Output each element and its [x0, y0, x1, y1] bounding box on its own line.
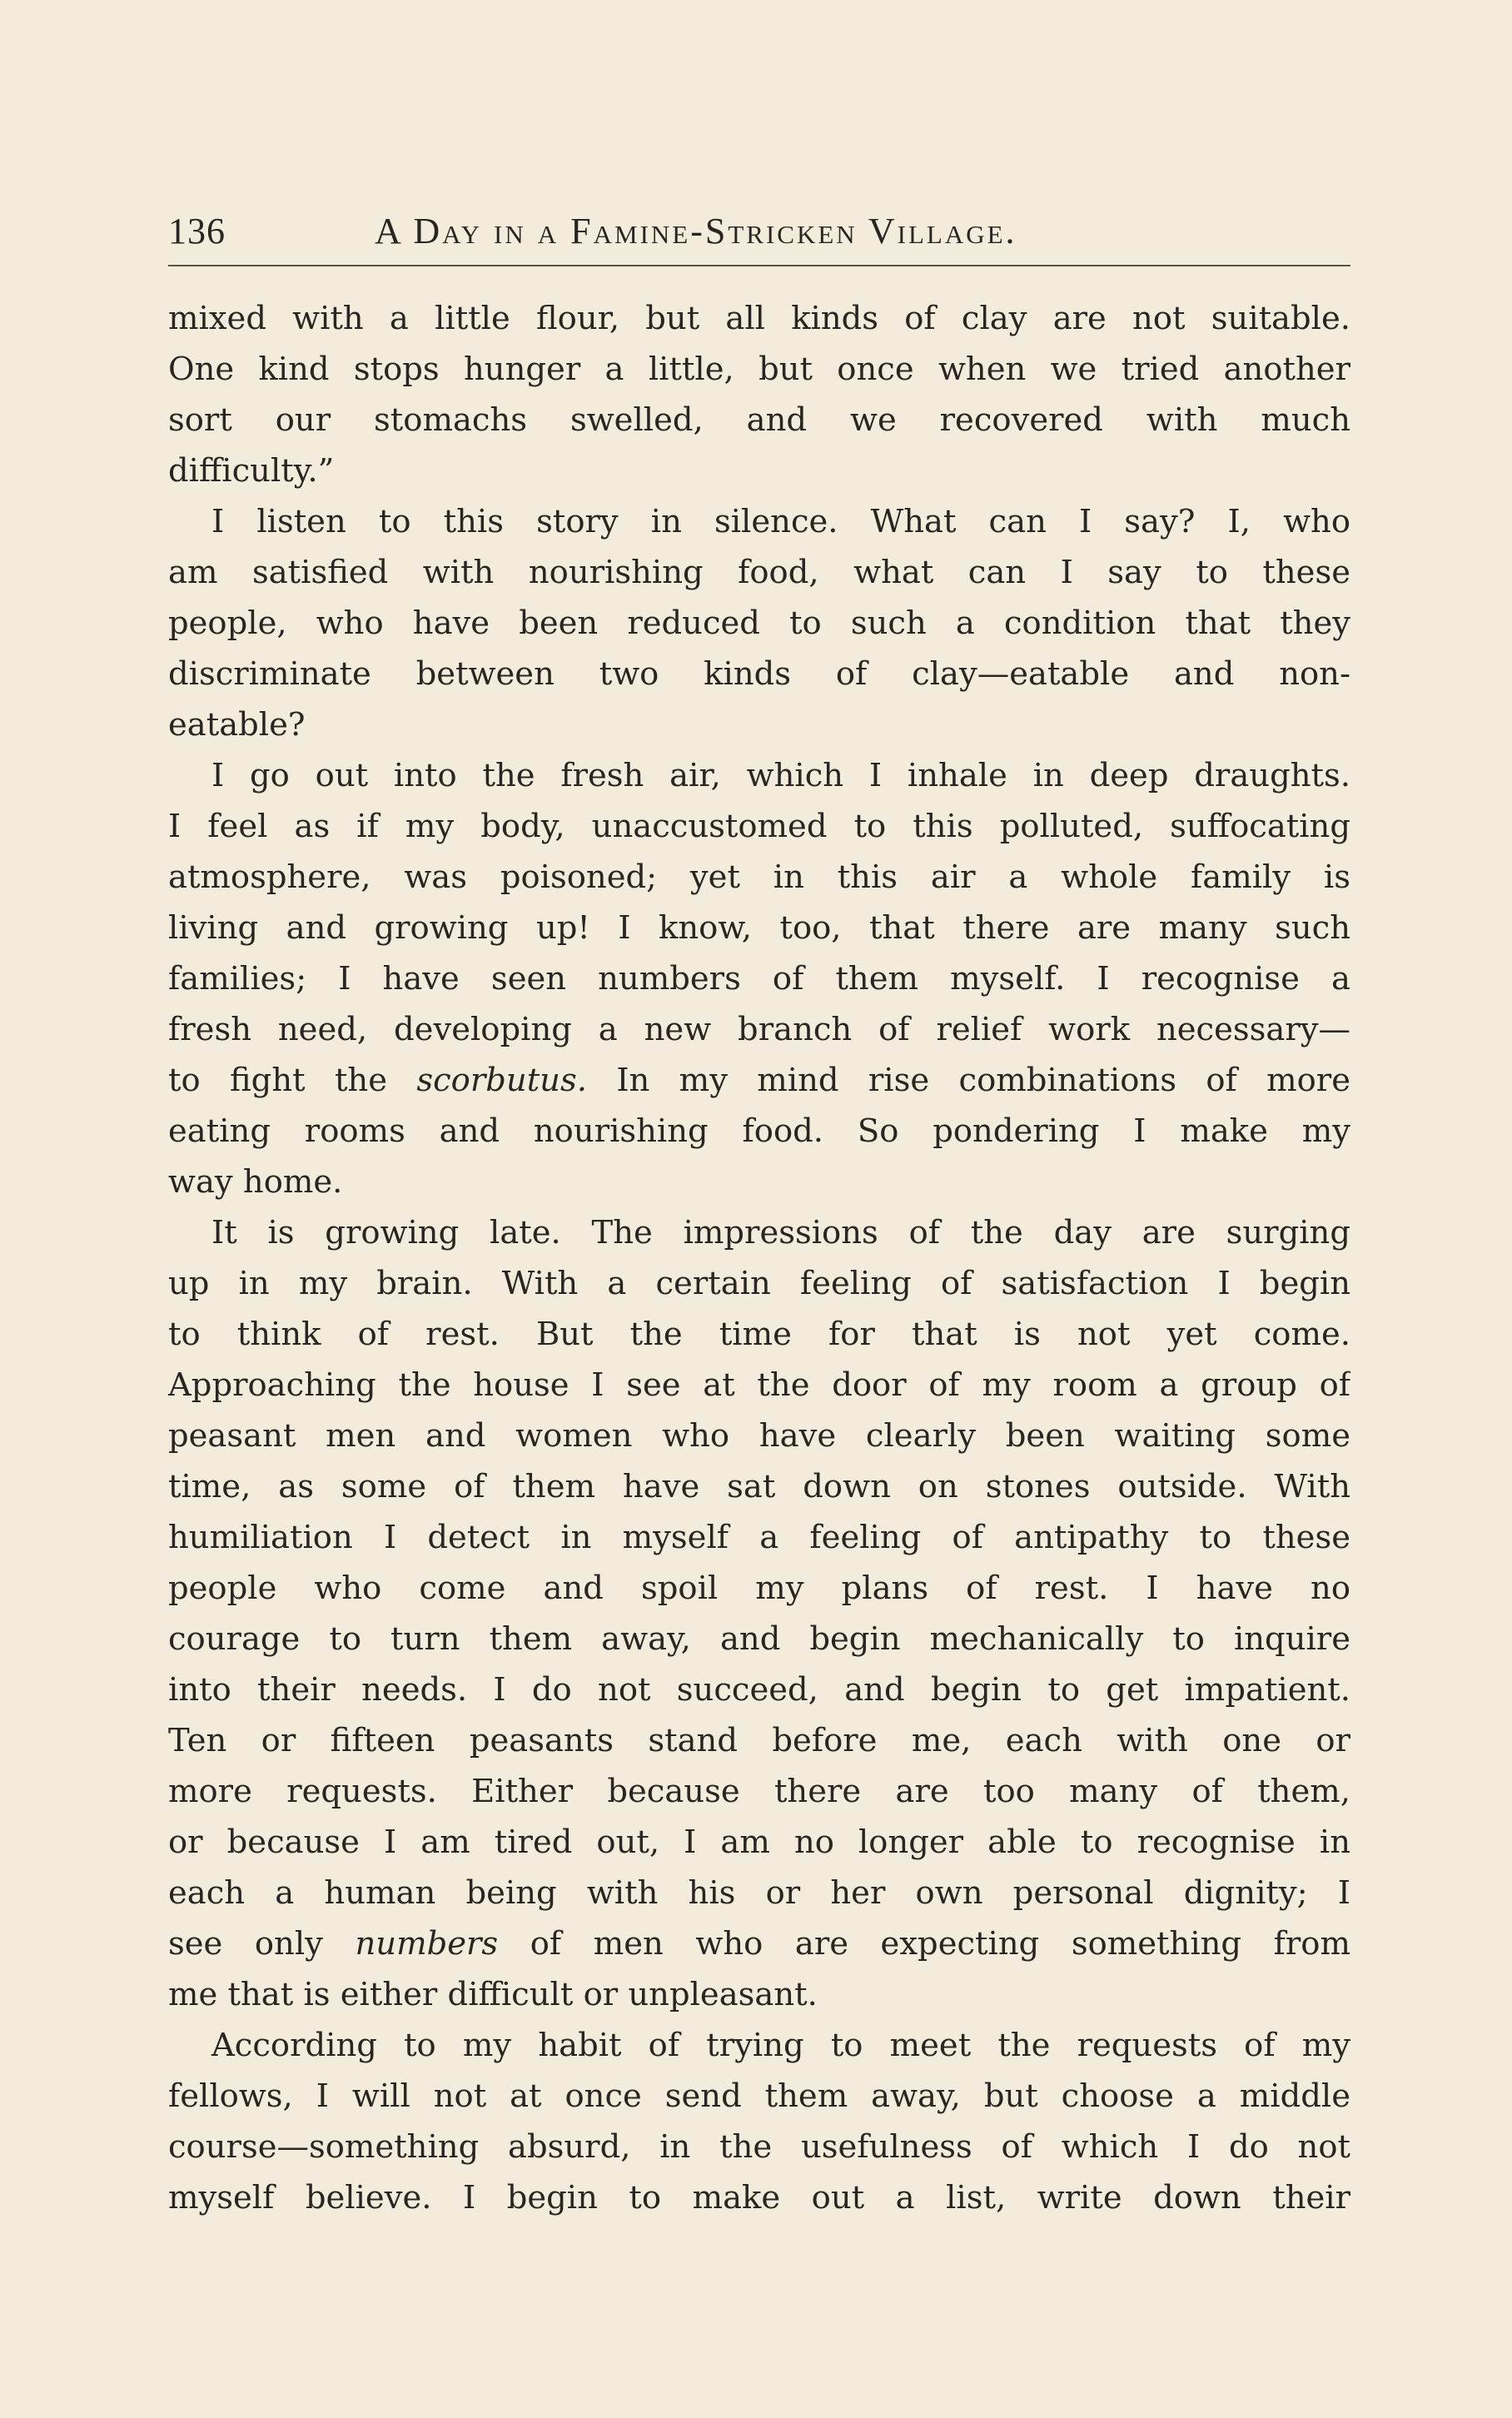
text-segment: In my mind rise combinations of more: [616, 1062, 1350, 1099]
running-title: A Day in a Famine-Stricken Village.: [375, 211, 1017, 251]
text-line-mixed: [168, 1055, 1350, 1106]
text-line: It is growing late. The impressions of the day are surging: [211, 1214, 1350, 1251]
text-line: sort our stomachs swelled, and we recovered with much: [168, 401, 1350, 439]
text-line: time, as some of them have sat down on stones outside. With: [168, 1468, 1350, 1505]
text-line: eatable?: [168, 706, 306, 744]
italic-term: scorbutus.: [416, 1062, 587, 1099]
text-line: Ten or fifteen peasants stand before me, each with one or: [168, 1722, 1350, 1759]
text-line: difficulty.”: [168, 452, 335, 490]
text-line: people, who have been reduced to such a condition that they: [168, 604, 1350, 642]
text-line: into their needs. I do not succeed, and begin to get impatient.: [168, 1671, 1350, 1709]
text-line: I go out into the fresh air, which I inhale in deep draughts.: [211, 757, 1350, 794]
text-line: or because I am tired out, I am no longer able to recognise in: [168, 1823, 1350, 1861]
text-line: families; I have seen numbers of them myself. I recognise a: [168, 960, 1350, 998]
text-line: up in my brain. With a certain feeling of satisfaction I begin: [168, 1265, 1350, 1302]
text-line: each a human being with his or her own personal dignity; I: [168, 1874, 1350, 1912]
text-line: courage to turn them away, and begin mechanically to inquire: [168, 1620, 1350, 1658]
text-line: am satisfied with nourishing food, what can I say to these: [168, 554, 1350, 591]
text-line: people who come and spoil my plans of rest. I have no: [168, 1570, 1350, 1607]
body-text: [168, 293, 1350, 2223]
text-line: more requests. Either because there are too many of them,: [168, 1773, 1350, 1810]
text-line: way home.: [168, 1163, 343, 1201]
text-line: peasant men and women who have clearly been waiting some: [168, 1417, 1350, 1455]
text-line: Approaching the house I see at the door of my room a group of: [168, 1366, 1350, 1404]
text-line: living and growing up! I know, too, that there are many such: [168, 909, 1350, 947]
text-line: According to my habit of trying to meet the requests of my: [211, 2027, 1350, 2064]
text-line: fresh need, developing a new branch of relief work necessary—: [168, 1011, 1350, 1048]
italic-term: numbers: [355, 1925, 499, 1963]
text-line: eating rooms and nourishing food. So pondering I make my: [168, 1112, 1350, 1150]
text-line: mixed with a little flour, but all kinds of clay are not suitable.: [168, 300, 1350, 337]
text-line: I feel as if my body, unaccustomed to this polluted, suffocating: [168, 808, 1350, 845]
text-line: course—something absurd, in the usefulness of which I do not: [168, 2128, 1350, 2166]
text-line: to think of rest. But the time for that is not yet come.: [168, 1316, 1350, 1353]
text-segment: to fight the: [168, 1062, 387, 1099]
text-line-mixed: [168, 1918, 1350, 1969]
text-line: me that is either difficult or unpleasant.: [168, 1976, 818, 2013]
text-line: One kind stops hunger a little, but once when we tried another: [168, 351, 1350, 388]
page-header: [168, 210, 1350, 251]
text-line: fellows, I will not at once send them away, but choose a middle: [168, 2077, 1350, 2115]
text-line: atmosphere, was poisoned; yet in this air a whole family is: [168, 858, 1350, 896]
text-line: myself believe. I begin to make out a list, write down their: [168, 2179, 1350, 2216]
header-rule: [168, 265, 1350, 266]
text-segment: see only: [168, 1925, 323, 1963]
text-line: discriminate between two kinds of clay—eatable and non-: [168, 655, 1350, 693]
text-line: I listen to this story in silence. What can I say? I, who: [211, 503, 1350, 540]
text-line: humiliation I detect in myself a feeling of antipathy to these: [168, 1519, 1350, 1556]
page-number: 136: [168, 211, 226, 251]
text-segment: of men who are expecting something from: [530, 1925, 1350, 1963]
